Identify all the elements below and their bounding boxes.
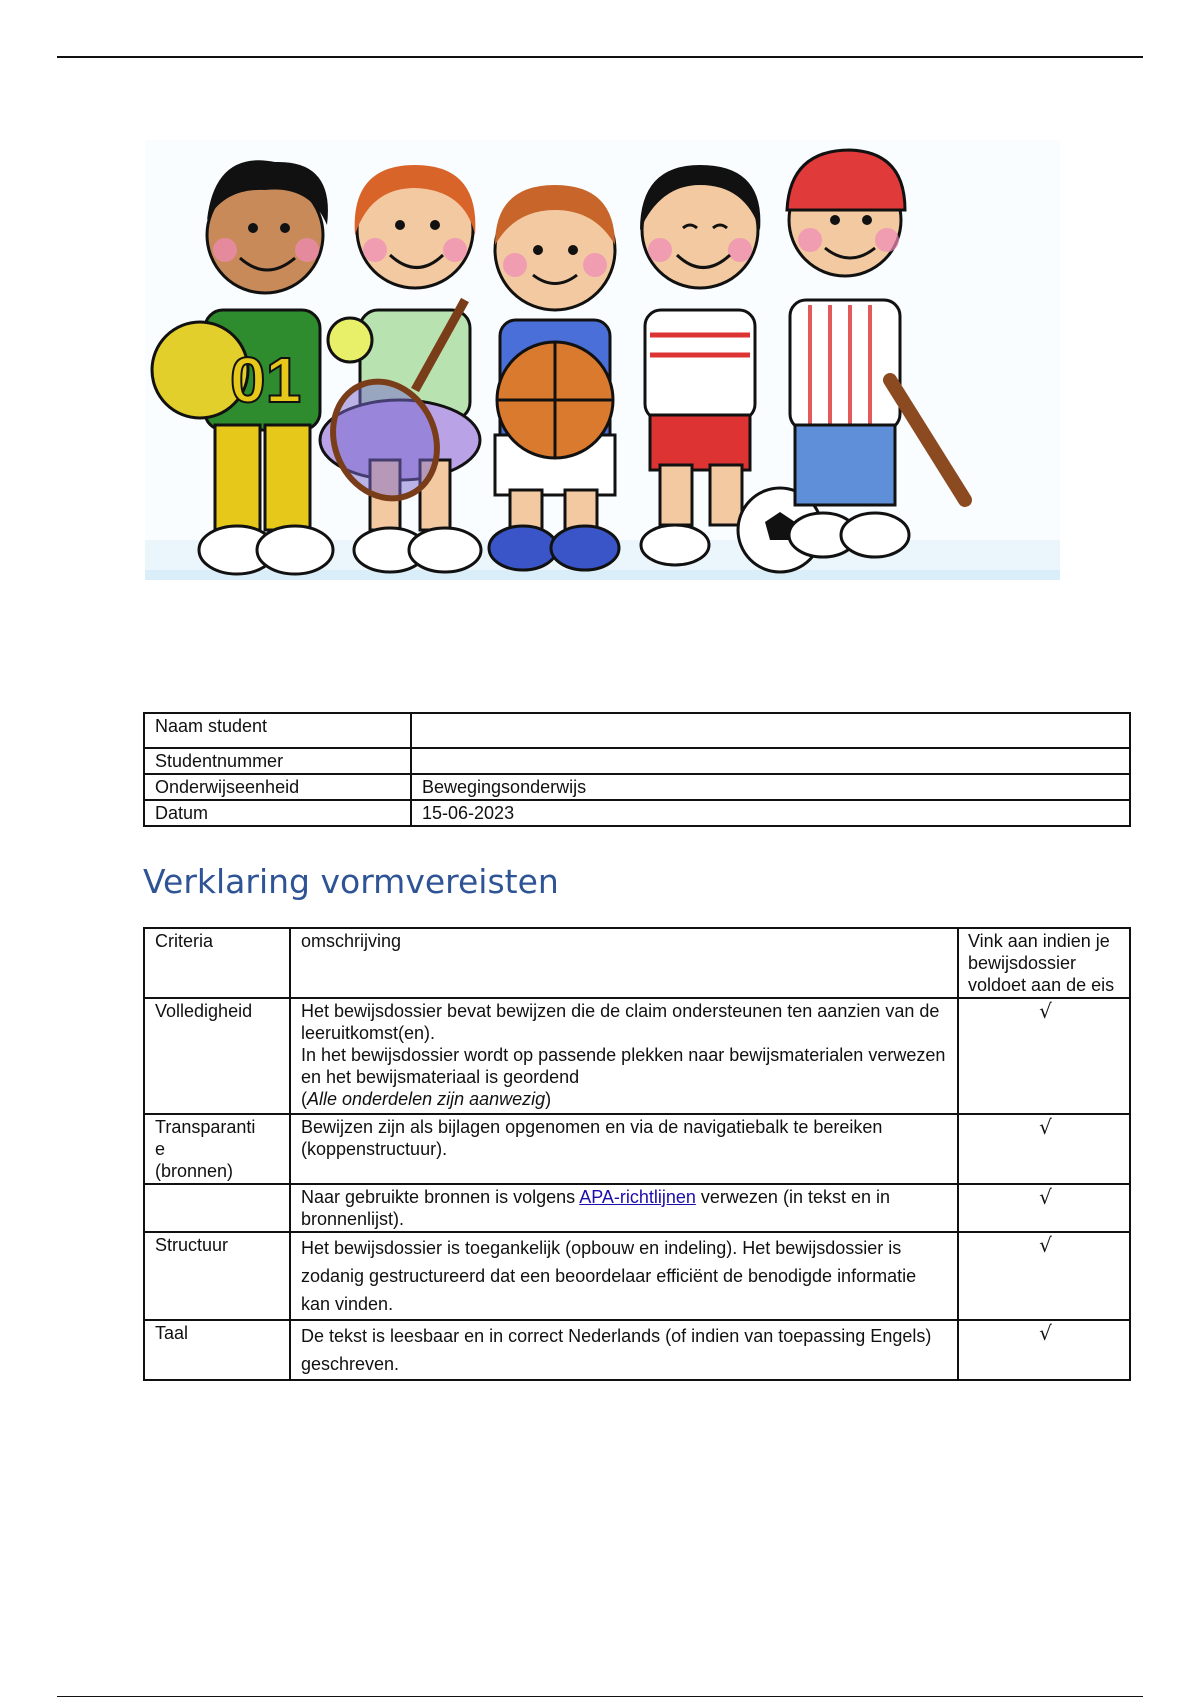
shirt-number: 01: [230, 344, 302, 416]
criterion-label: Volledigheid: [144, 998, 290, 1114]
description-note: (Alle onderdelen zijn aanwezig): [301, 1089, 552, 1109]
check-mark: √: [958, 1114, 1130, 1184]
criterion-description: Naar gebruikte bronnen is volgens APA-richtlijnen verwezen (in tekst en in bronnenlijst).: [290, 1184, 958, 1232]
table-row: [144, 1232, 1130, 1320]
table-row: [144, 713, 1130, 748]
info-label: Naam student: [144, 713, 411, 748]
criterion-description: Het bewijsdossier is toegankelijk (opbouw en indeling). Het bewijsdossier is zodanig gestructureerd dat een beoordelaar efficiënt de benodigde informatie kan vinden.: [290, 1232, 958, 1320]
table-row: [144, 774, 1130, 800]
table-row: [144, 998, 1130, 1114]
description-line: Het bewijsdossier bevat bewijzen die de claim ondersteunen ten aanzien van de leeruitkomst(en).: [301, 1001, 940, 1043]
column-header-check: Vink aan indien je bewijsdossier voldoet aan de eis: [958, 928, 1130, 998]
info-value: [411, 713, 1130, 748]
table-row: [144, 800, 1130, 826]
info-value: [411, 748, 1130, 774]
criterion-description: [290, 998, 958, 1114]
apa-guidelines-link[interactable]: APA-richtlijnen: [579, 1187, 696, 1207]
criterion-label-empty: [144, 1184, 290, 1232]
table-row: [144, 1320, 1130, 1380]
criterion-description: Bewijzen zijn als bijlagen opgenomen en via de navigatiebalk te bereiken (koppenstructuur).: [290, 1114, 958, 1184]
column-header-description: omschrijving: [290, 928, 958, 998]
description-line: In het bewijsdossier wordt op passende plekken naar bewijsmaterialen verwezen en het bewijsmateriaal is geordend: [301, 1045, 946, 1087]
info-label: Studentnummer: [144, 748, 411, 774]
italic-note: Alle onderdelen zijn aanwezig: [307, 1089, 546, 1109]
check-mark: √: [958, 1232, 1130, 1320]
check-mark: √: [958, 998, 1130, 1114]
student-info-table: [143, 712, 1131, 827]
info-value: Bewegingsonderwijs: [411, 774, 1130, 800]
criterion-description: De tekst is leesbaar en in correct Nederlands (of indien van toepassing Engels) geschreven.: [290, 1320, 958, 1380]
criterion-label: Taal: [144, 1320, 290, 1380]
table-row: [144, 1184, 1130, 1232]
criteria-table: [143, 927, 1131, 1381]
criterion-label: Structuur: [144, 1232, 290, 1320]
column-header-criteria: Criteria: [144, 928, 290, 998]
table-header-row: [144, 928, 1130, 998]
table-row: [144, 748, 1130, 774]
info-label: Datum: [144, 800, 411, 826]
kids-sports-illustration: [145, 140, 1060, 610]
table-row: [144, 1114, 1130, 1184]
info-value: 15-06-2023: [411, 800, 1130, 826]
criterion-label: Transparanti e (bronnen): [144, 1114, 290, 1184]
header-rule: [57, 56, 1143, 58]
footer-rule: [57, 1696, 1143, 1697]
check-mark: √: [958, 1320, 1130, 1380]
check-mark: √: [958, 1184, 1130, 1232]
section-title: Verklaring vormvereisten: [143, 862, 559, 901]
info-label: Onderwijseenheid: [144, 774, 411, 800]
